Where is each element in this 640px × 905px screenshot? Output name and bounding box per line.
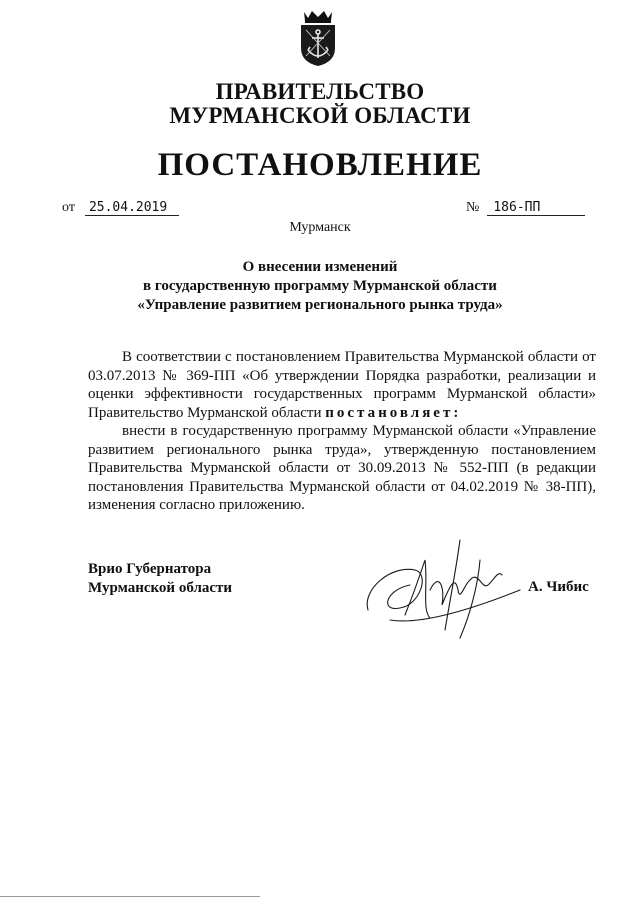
government-name-line1: ПРАВИТЕЛЬСТВО (215, 79, 425, 104)
handwritten-signature-icon (360, 530, 530, 645)
subject-line3: «Управление развитием регионального рынка труда» (137, 297, 503, 313)
signer-title (88, 560, 232, 597)
coat-of-arms-icon (296, 8, 340, 68)
document-date: 25.04.2019 (85, 201, 179, 216)
number-row (466, 200, 585, 216)
government-name-line2: МУРМАНСКОЙ ОБЛАСТИ (169, 103, 471, 128)
document-subject (0, 258, 640, 315)
decree-word: постановляет: (325, 404, 462, 421)
page-bottom-divider (0, 896, 260, 897)
city: Мурманск (289, 220, 351, 235)
subject-line2: в государственную программу Мурманской области (143, 278, 497, 294)
body-paragraph-1 (88, 348, 596, 422)
subject-line1: О внесении изменений (242, 259, 398, 275)
document-number: 186-ПП (487, 201, 585, 216)
signer-title-line2: Мурманской области (88, 579, 233, 596)
date-row (62, 200, 179, 216)
date-prefix: от (62, 200, 75, 215)
paragraph-1-text: В соответствии с постановлением Правительства Мурманской области от 03.07.2013 № 369-ПП «Об утверждении Порядка разработки, реализации и оценки эффективности государственных программ Мурманской области» Правительство Мурманской области (88, 349, 596, 421)
number-prefix: № (466, 200, 480, 215)
document-type: ПОСТАНОВЛЕНИЕ (157, 147, 483, 183)
body-paragraph-2: внести в государственную программу Мурманской области «Управление развитием регионального рынка труда», утвержденную постановлением Правительства Мурманской области от 30.09.2013 № 552-ПП (в редакции постановления Правительства Мурманской области от 04.02.2019 № 38-ПП), изменения согласно приложению. (88, 423, 596, 513)
signer-name: А. Чибис (528, 579, 589, 595)
signer-title-line1: Врио Губернатора (88, 561, 212, 577)
